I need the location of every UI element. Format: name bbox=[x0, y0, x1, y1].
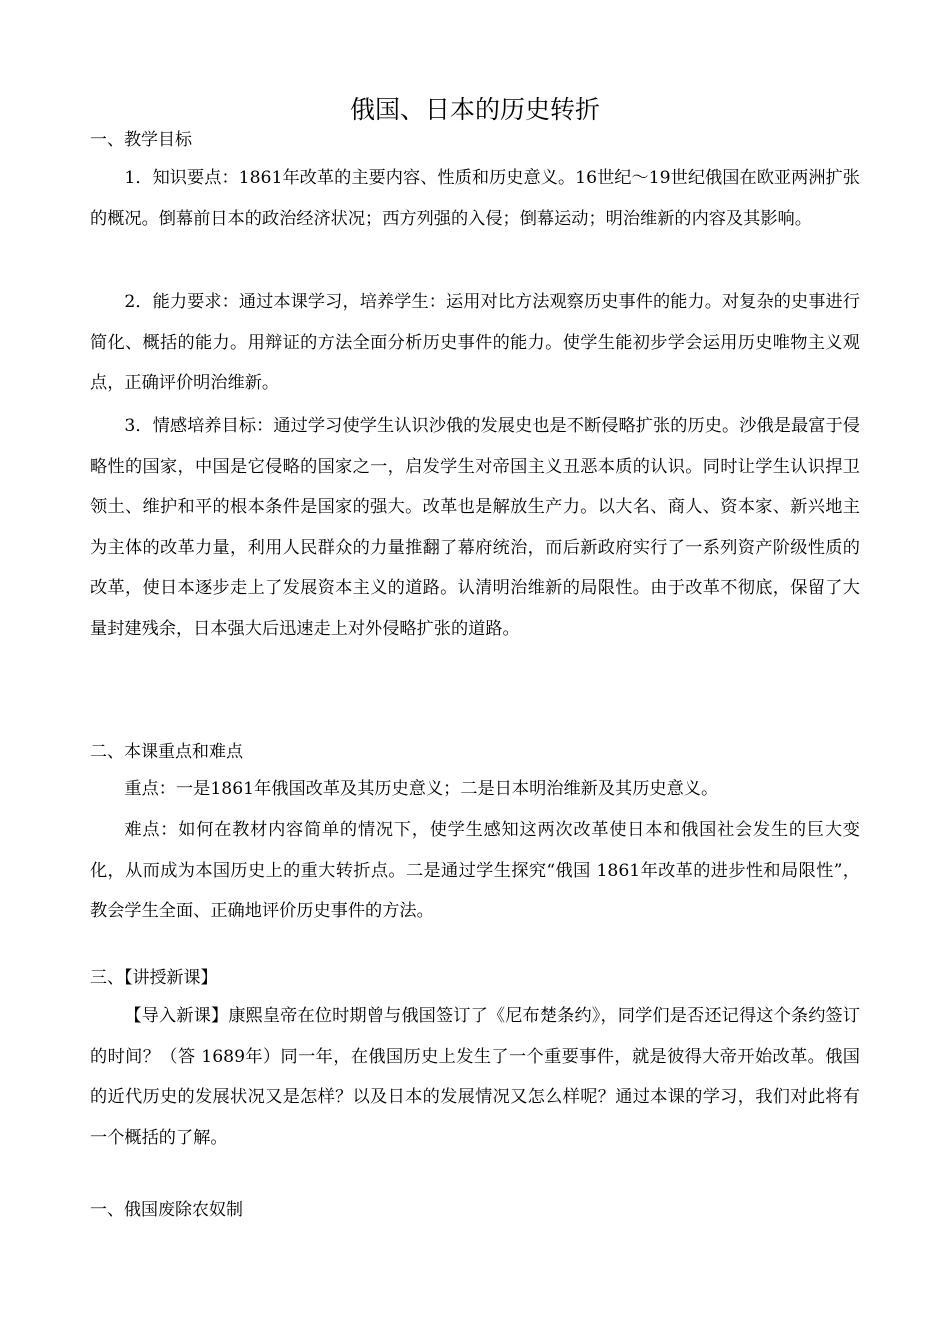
paragraph-emotional-goals: 3．情感培养目标：通过学习使学生认识沙俄的发展史也是不断侵略扩张的历史。沙俄是最富于侵略性的国家，中国是它侵略的国家之一，启发学生对帝国主义丑恶本质的认识。同时让学生认识捍卫领土、维护和平的根本条件是国家的强大。改革也是解放生产力。以大名、商人、资本家、新兴地主为主体的改革力量，利用人民群众的力量推翻了幕府统治，而后新政府实行了一系列资产阶级性质的改革，使日本逐步走上了发展资本主义的道路。认清明治维新的局限性。由于改革不彻底，保留了大量封建残余，日本强大后迅速走上对外侵略扩张的道路。 bbox=[90, 416, 860, 639]
section-heading-abolish-serfdom: 一、俄国废除农奴制 bbox=[90, 1200, 243, 1220]
section-heading-teaching-goals: 一、教学目标 bbox=[90, 130, 192, 150]
document-title: 俄国、日本的历史转折 bbox=[349, 95, 600, 124]
paragraph-key-points: 重点：一是1861年俄国改革及其历史意义；二是日本明治维新及其历史意义。 bbox=[124, 779, 719, 799]
section-heading-key-points: 二、本课重点和难点 bbox=[90, 742, 243, 762]
paragraph-knowledge-points: 1．知识要点：1861年改革的主要内容、性质和历史意义。16世纪～19世纪俄国在欧亚两洲扩张的概况。倒幕前日本的政治经济状况；西方列强的入侵；倒幕运动；明治维新的内容及其影响。 bbox=[90, 168, 860, 229]
paragraph-difficult-points: 难点：如何在教材内容简单的情况下，使学生感知这两次改革使日本和俄国社会发生的巨大变化，从而成为本国历史上的重大转折点。二是通过学生探究“俄国 1861年改革的进步性和局限性”，教会学生全面、正确地评价历史事件的方法。 bbox=[90, 820, 860, 921]
section-heading-new-lesson: 三、【讲授新课】 bbox=[90, 968, 218, 988]
paragraph-lesson-introduction: 【导入新课】康熙皇帝在位时期曾与俄国签订了《尼布楚条约》，同学们是否还记得这个条约签订的时间？（答 1689年）同一年，在俄国历史上发生了一个重要事件，就是彼得大帝开始改革。俄国的近代历史的发展状况又是怎样？以及日本的发展情况又怎么样呢？通过本课的学习，我们对此将有一个概括的了解。 bbox=[90, 1006, 860, 1148]
paragraph-ability-requirements: 2．能力要求：通过本课学习，培养学生：运用对比方法观察历史事件的能力。对复杂的史事进行简化、概括的能力。用辩证的方法全面分析历史事件的能力。使学生能初步学会运用历史唯物主义观点，正确评价明治维新。 bbox=[90, 292, 860, 393]
